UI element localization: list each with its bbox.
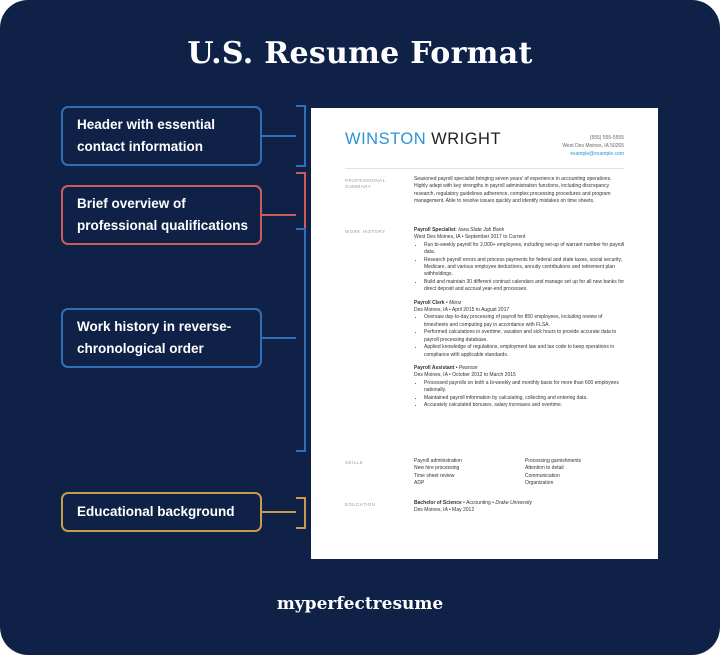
- job-company: Pearson: [458, 364, 478, 371]
- section-label-work: WORK HISTORY: [345, 229, 386, 234]
- resume-phone: (555) 555-5555: [589, 135, 624, 141]
- skill-item: Attention to detail: [525, 465, 564, 472]
- section-label-education: EDUCATION: [345, 502, 376, 507]
- resume-name: [345, 130, 501, 149]
- brand-logo: myperfectresume: [276, 594, 444, 614]
- resume-last-name: WRIGHT: [431, 130, 502, 148]
- job-heading: Payroll Specialist: Iowa State Job Bank: [414, 227, 505, 233]
- resume-education: [414, 500, 626, 515]
- job-title: Payroll Clerk: [414, 299, 445, 306]
- skill-item: Processing garnishments: [525, 458, 582, 464]
- resume-location: West Des Moines, IA 50265: [562, 143, 624, 149]
- section-label-summary: PROFESSIONAL SUMMARY: [345, 178, 386, 189]
- callout-work-history: Work history in reverse-chronological order: [61, 308, 262, 368]
- infographic-title: U.S. Resume Format: [187, 36, 533, 71]
- education-field: Accounting: [466, 500, 491, 506]
- connector-summary: [262, 214, 296, 216]
- job-heading: Payroll Clerk • Menz: [414, 299, 462, 306]
- job-entry: [414, 365, 626, 409]
- bracket-header: [296, 105, 306, 167]
- job-meta: Des Moines, IA • October 2012 to March 2015: [414, 372, 516, 379]
- job-meta: Des Moines, IA • April 2015 to August 2017: [414, 307, 510, 314]
- job-entry: [414, 300, 626, 359]
- callout-header: Header with essential contact information: [61, 106, 262, 166]
- resume-divider: [345, 168, 624, 169]
- section-label-skills: SKILLS: [345, 460, 363, 465]
- education-heading: Bachelor of Science • Accounting • Drake University: [414, 500, 533, 506]
- callout-summary: Brief overview of professional qualifications: [61, 185, 262, 245]
- education-school: Drake University: [495, 500, 533, 506]
- bracket-work-history: [296, 228, 306, 452]
- job-title: Payroll Specialist: [414, 227, 456, 233]
- connector-header: [262, 135, 296, 137]
- connector-work-history: [262, 337, 296, 339]
- bracket-education: [296, 497, 306, 529]
- resume-first-name: WINSTON: [345, 130, 427, 148]
- job-company: Menz: [449, 299, 462, 306]
- resume-contact: [562, 134, 624, 158]
- resume-work-history: [414, 227, 626, 415]
- resume-sheet: [311, 108, 658, 559]
- education-degree: Bachelor of Science: [414, 500, 462, 506]
- skill-item: Communication: [525, 472, 560, 479]
- resume-skills: [414, 458, 626, 488]
- education-meta: Des Moines, IA • May 2012: [414, 507, 475, 514]
- job-bullet: • Build and maintain 30 different contract calendars and manage set up for all new banks for direct deposit and accrual year-end processes.: [424, 279, 626, 294]
- job-bullet: • Research payroll errors and process payments for federal and state taxes, social security, Medicare, and various employee deductions, annuity contributions and retirement plan withholdings.: [424, 257, 626, 279]
- job-bullet: • Processed payrolls on both a bi-weekly and monthly basis for more than 600 employees nationally.: [424, 380, 626, 395]
- resume-summary: Seasoned payroll specialist bringing seven years' of experience in accounting operations. Highly adept with key strengths in payroll administration functions, including discrepancy research, regulatory guidelines adherence, complex processing procedures and program management. Able to resolve issues quickly and identify mistakes on time sheets.: [414, 176, 612, 205]
- job-bullet: • Run bi-weekly payroll for 2,000+ employees, including set-up of warrant number for payroll data.: [424, 242, 626, 257]
- callout-education: Educational background: [61, 492, 262, 532]
- skill-item: Payroll administration: [414, 458, 462, 464]
- job-meta: West Des Moines, IA • September 2017 to Current: [414, 234, 526, 241]
- skill-item: Time sheet review: [414, 472, 455, 479]
- resume-email: example@example.com: [570, 151, 624, 157]
- skill-item: Organization: [525, 480, 554, 487]
- connector-education: [262, 511, 296, 513]
- skill-item: ADP: [414, 480, 425, 487]
- job-entry: [414, 227, 626, 294]
- job-title: Payroll Assistant: [414, 364, 455, 371]
- job-heading: Payroll Assistant • Pearson: [414, 364, 478, 371]
- job-bullet: • Performed calculations in overtime, vacation and sick hours to provide accurate data to payroll processing database.: [424, 329, 626, 344]
- job-bullet: • Maintained payroll information by calculating, collecting and entering data.: [424, 395, 626, 402]
- job-bullet: • Accurately calculated bonuses, salary increases and overtime.: [424, 402, 626, 409]
- skill-item: New hire processing: [414, 465, 460, 472]
- job-bullet: • Applied knowledge of regulations, employment law and tax code to keep operations in compliance with applicable standards.: [424, 344, 626, 359]
- bracket-summary: [296, 172, 306, 230]
- job-bullet: • Oversaw day-to-day processing of payroll for 850 employees, including review of timesheets and computing pay in accordance with FLSA.: [424, 314, 626, 329]
- job-company: Iowa State Job Bank: [458, 227, 505, 233]
